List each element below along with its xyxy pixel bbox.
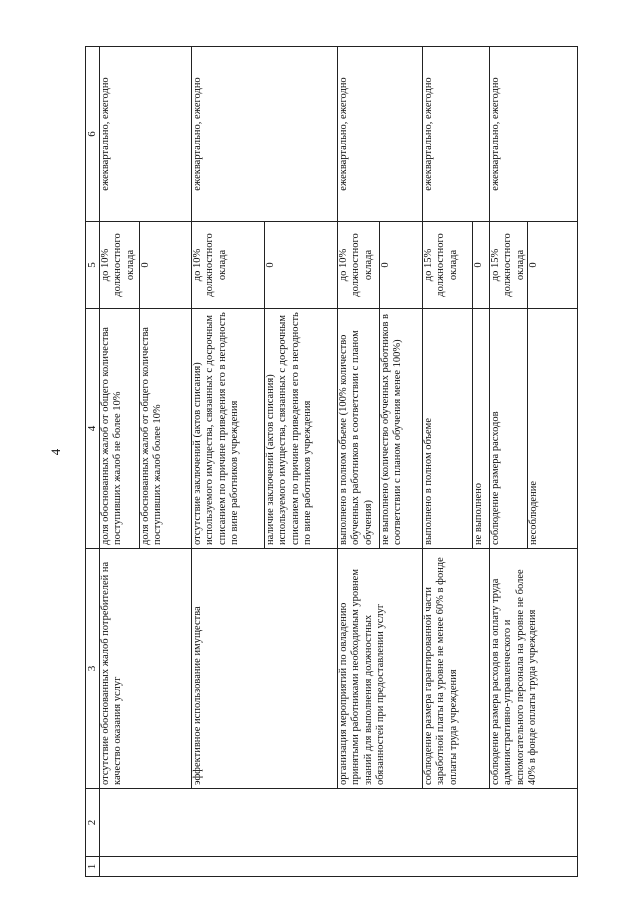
header-col-4: 4 bbox=[86, 309, 100, 549]
indicator-cell: выполнено в полном объеме bbox=[423, 309, 473, 549]
header-col-1: 1 bbox=[86, 857, 100, 877]
table-row bbox=[490, 47, 528, 877]
frequency-cell: ежеквартально, ежегодно bbox=[490, 47, 578, 222]
col2-cell bbox=[100, 789, 578, 857]
indicator-cell: отсутствие заключений (актов списания) используемого имущества, связанных с досрочным списанием по причине приведения его в негодность по вине работников учреждения bbox=[192, 309, 265, 549]
header-col-6: 6 bbox=[86, 47, 100, 222]
frequency-cell: ежеквартально, ежегодно bbox=[338, 47, 423, 222]
amount-cell: до 15% должностного оклада bbox=[490, 222, 528, 309]
table-row bbox=[338, 47, 380, 877]
indicator-cell: доля обоснованных жалоб от общего количества поступивших жалоб более 10% bbox=[140, 309, 192, 549]
table-row bbox=[423, 47, 473, 877]
table-row bbox=[192, 47, 265, 877]
criterion-cell: соблюдение размера расходов на оплату труда административно-управленческого и вспомогательного персонала на уровне не более 40% в фонде оплаты труда учреждения bbox=[490, 549, 578, 789]
table-row bbox=[100, 47, 140, 877]
header-col-2: 2 bbox=[86, 789, 100, 857]
criterion-cell: соблюдение размера гарантированной части заработной платы на уровне не менее 60% в фонде оплаты труда учреждения bbox=[423, 549, 490, 789]
amount-cell: 0 bbox=[265, 222, 338, 309]
amount-cell: 0 bbox=[527, 222, 577, 309]
indicator-cell: не выполнено (количество обученных работников в соответствии с планом обучения менее 100%) bbox=[380, 309, 423, 549]
amount-cell: 0 bbox=[473, 222, 490, 309]
frequency-cell: ежеквартально, ежегодно bbox=[192, 47, 338, 222]
header-row bbox=[86, 47, 100, 877]
rotated-page-content bbox=[85, 47, 585, 877]
col1-cell bbox=[100, 857, 578, 877]
indicator-cell: выполнено в полном объеме (100% количество обученных работников в соответствии с планом обучения) bbox=[338, 309, 380, 549]
criterion-cell: организация мероприятий по овладению принятыми работниками необходимым уровнем знаний для выполнения должностных обязанностей при предоставлении услуг bbox=[338, 549, 423, 789]
indicator-cell: не выполнено bbox=[473, 309, 490, 549]
frequency-cell: ежеквартально, ежегодно bbox=[423, 47, 490, 222]
indicator-cell: наличие заключений (актов списания) используемого имущества, связанных с досрочным списанием по причине приведения его в негодность по вине работников учреждения bbox=[265, 309, 338, 549]
amount-cell: до 10% должностного оклада bbox=[338, 222, 380, 309]
frequency-cell: ежеквартально, ежегодно bbox=[100, 47, 192, 222]
indicator-cell: соблюдение размера расходов bbox=[490, 309, 528, 549]
amount-cell: 0 bbox=[380, 222, 423, 309]
criterion-cell: эффективное использование имущества bbox=[192, 549, 338, 789]
header-col-5: 5 bbox=[86, 222, 100, 309]
header-col-3: 3 bbox=[86, 549, 100, 789]
amount-cell: до 10% должностного оклада bbox=[100, 222, 140, 309]
indicator-cell: доля обоснованных жалоб от общего количества поступивших жалоб не более 10% bbox=[100, 309, 140, 549]
amount-cell: до 10% должностного оклада bbox=[192, 222, 265, 309]
criteria-table bbox=[85, 46, 578, 877]
indicator-cell: несоблюдение bbox=[527, 309, 577, 549]
criterion-cell: отсутствие обоснованных жалоб потребителей на качество оказания услуг bbox=[100, 549, 192, 789]
page-number: 4 bbox=[48, 448, 63, 456]
amount-cell: до 15% должностного оклада bbox=[423, 222, 473, 309]
amount-cell: 0 bbox=[140, 222, 192, 309]
